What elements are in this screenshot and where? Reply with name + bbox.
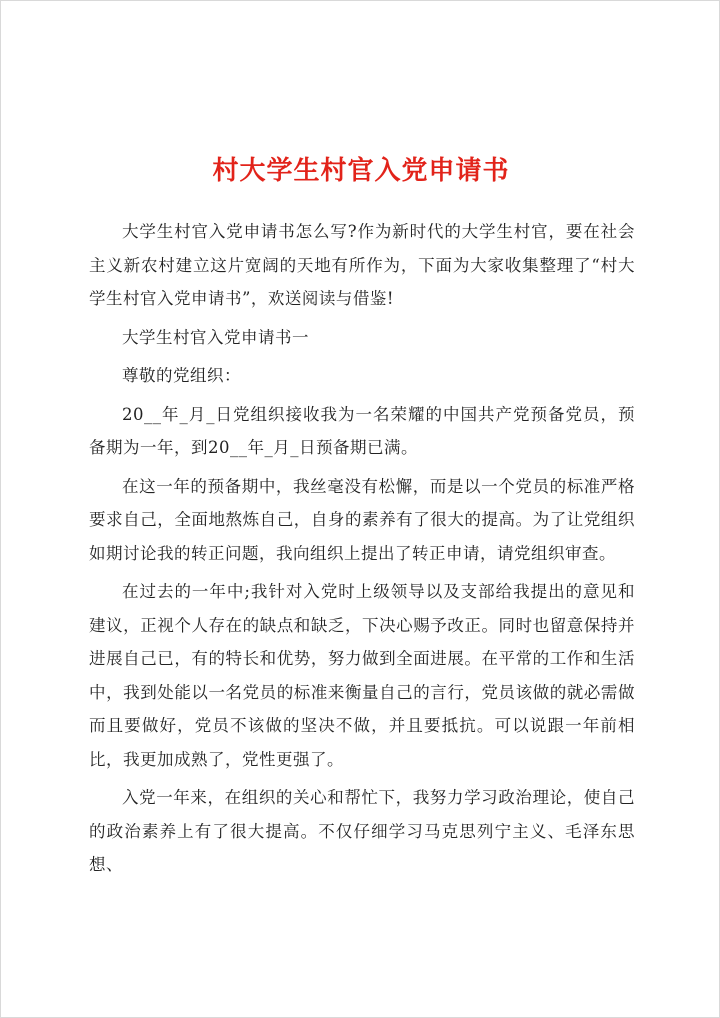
paragraph-salutation: 尊敬的党组织：	[122, 366, 241, 385]
paragraph-subtitle: 大学生村官入党申请书一	[122, 327, 309, 347]
document-body	[89, 215, 635, 887]
paragraph-past-year: 在过去的一年中;我针对入党时上级领导以及支部给我提出的意见和建议，正视个人存在的缺点和缺乏，下决心赐予改正。同时也留意保持并进展自己已，有的特长和优势，努力做到全面进展。在平常的工作和生活中，我到处能以一名党员的标准来衡量自己的言行，党员该做的就必需做而且要做好，党员不该做的坚决不做，并且要抵抗。可以说跟一年前相比，我更加成熟了，党性更强了。	[89, 582, 635, 769]
paragraph-intro: 大学生村官入党申请书怎么写?作为新时代的大学生村官，要在社会主义新农村建立这片宽阔的天地有所作为，下面为大家收集整理了“村大学生村官入党申请书”，欢送阅读与借鉴!	[89, 222, 635, 308]
document-title: 村大学生村官入党申请书	[212, 156, 510, 186]
paragraph-study: 入党一年来，在组织的关心和帮忙下，我努力学习政治理论，使自己的政治素养上有了很大提高。不仅仔细学习马克思列宁主义、毛泽东思想、	[89, 788, 635, 874]
paragraph-probation: 20__年_月_日党组织接收我为一名荣耀的中国共产党预备党员，预备期为一年，到20__年_月_日预备期已满。	[89, 404, 635, 457]
paragraph-self-review: 在这一年的预备期中，我丝毫没有松懈，而是以一个党员的标准严格要求自己，全面地熬炼自己，自身的素养有了很大的提高。为了让党组织如期讨论我的转正问题，我向组织上提出了转正申请，请党组织审查。	[89, 476, 635, 563]
